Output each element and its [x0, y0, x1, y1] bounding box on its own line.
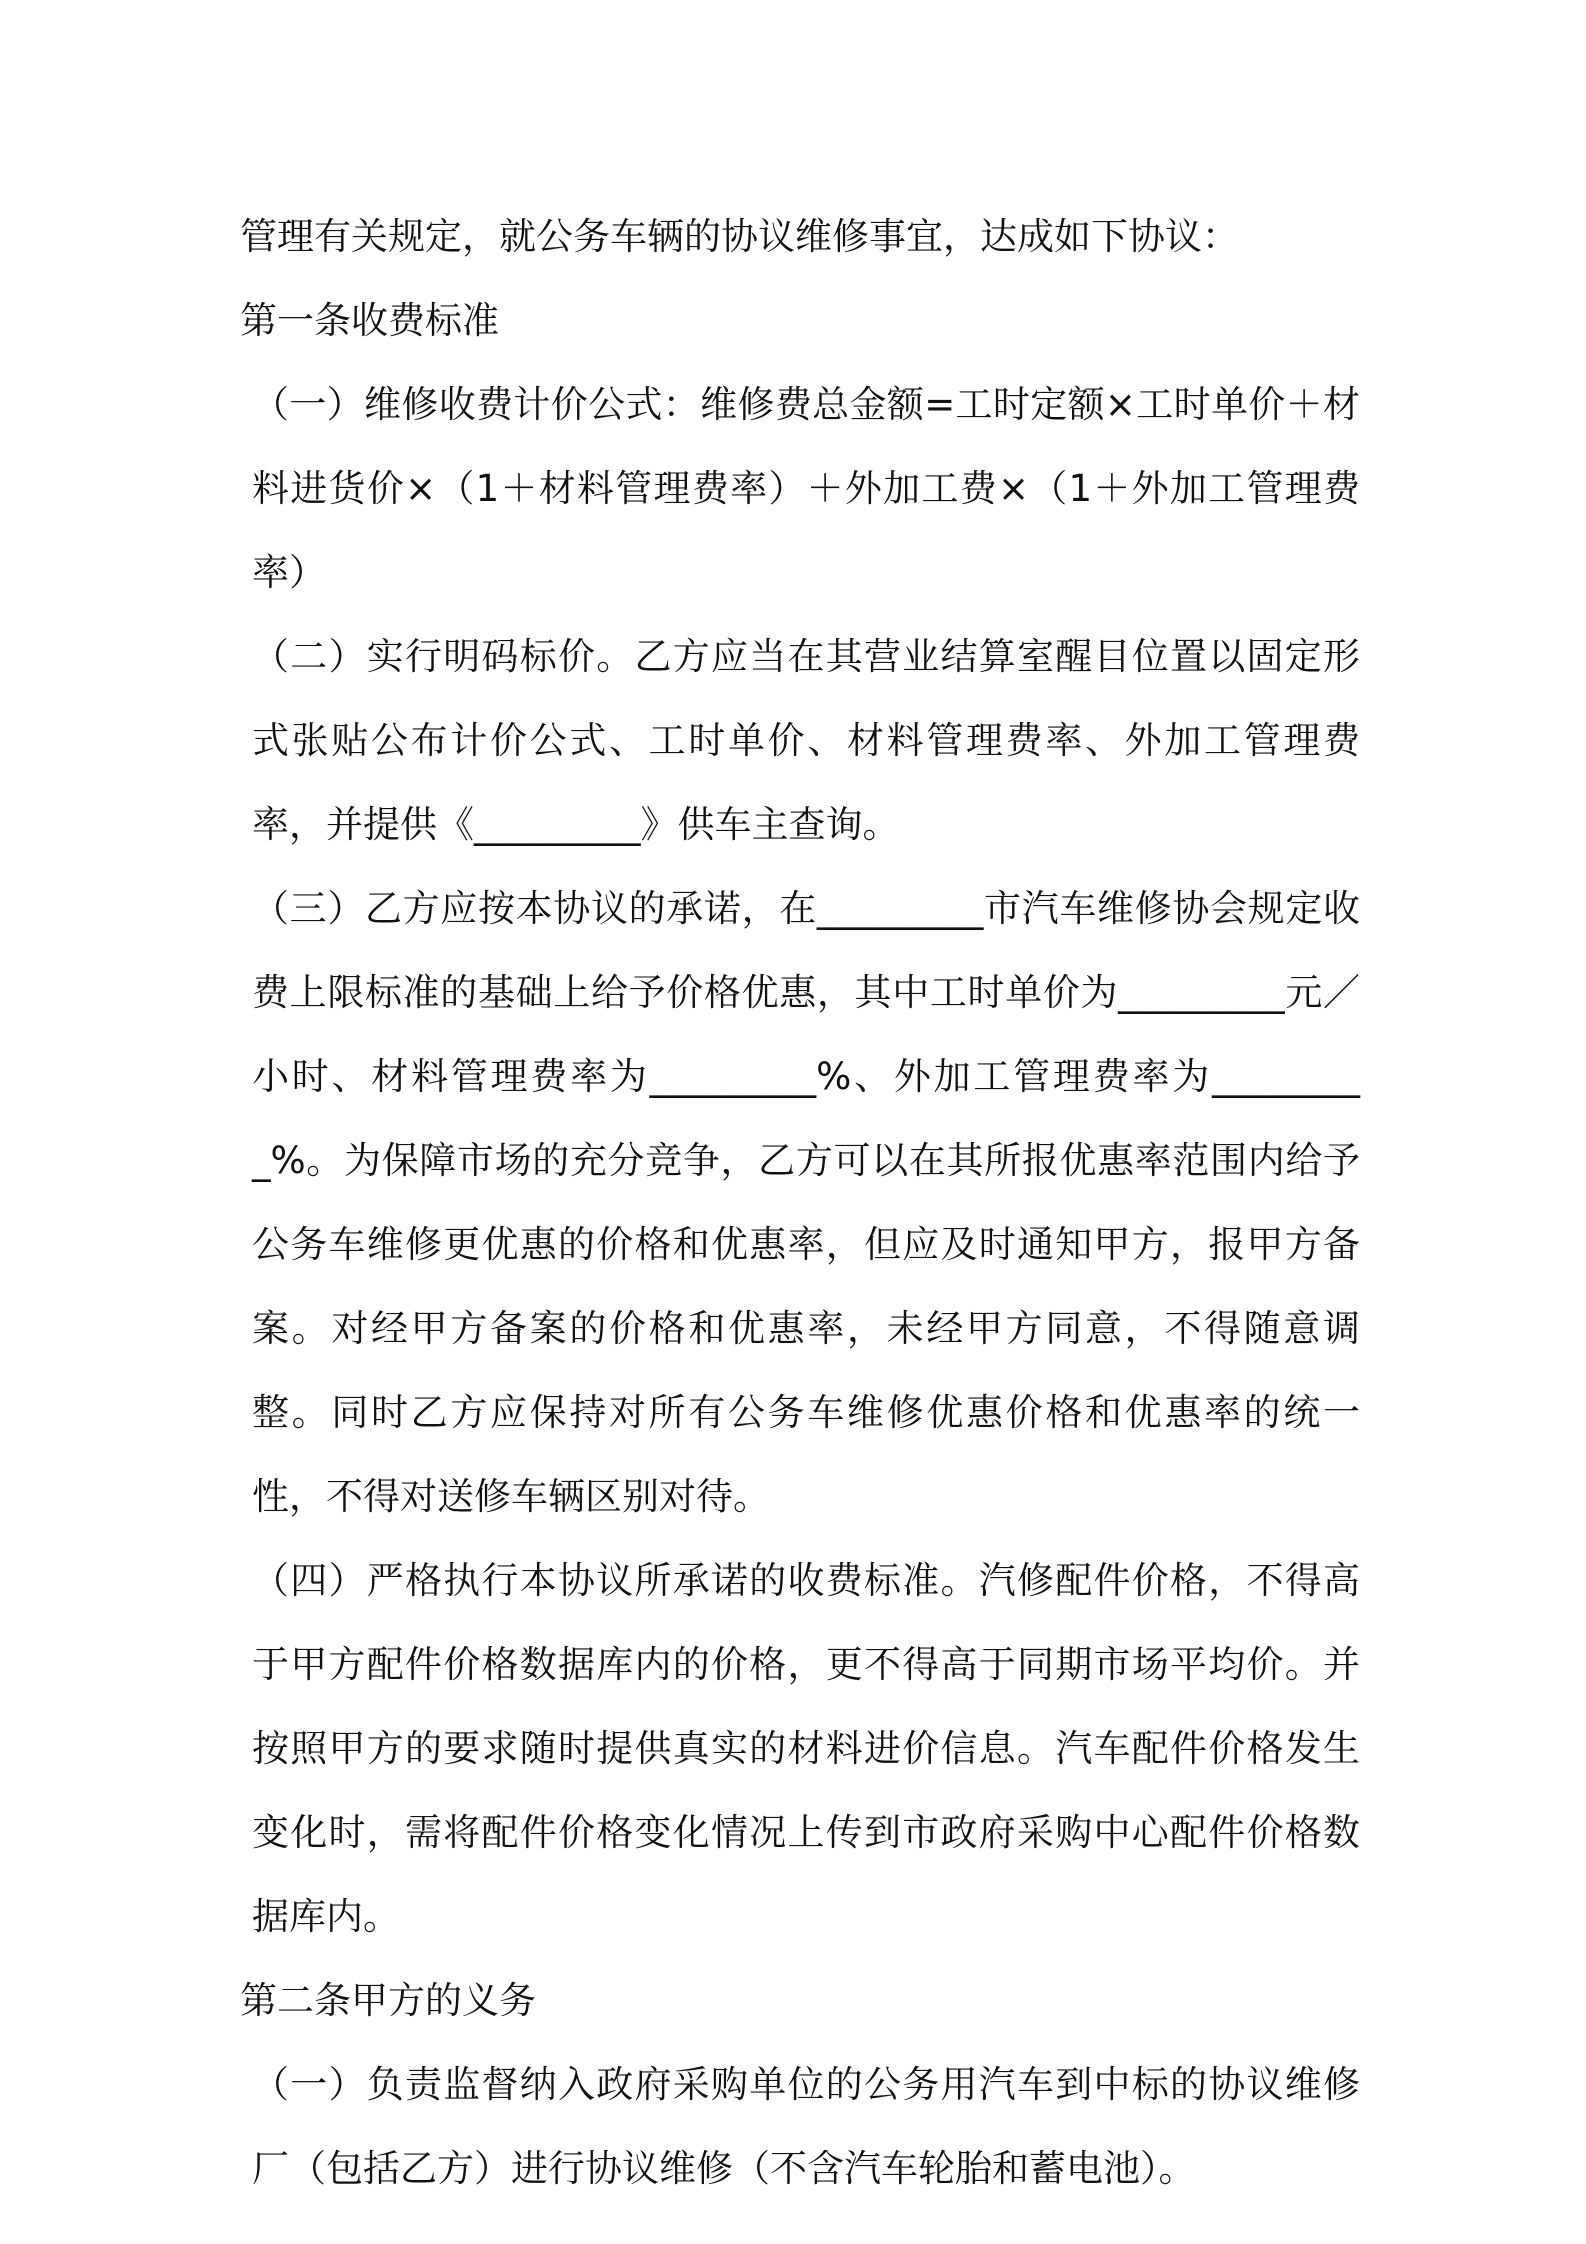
- paragraph-1-2: （二）实行明码标价。乙方应当在其营业结算室醒目位置以固定形式张贴公布计价公式、工时单价、材料管理费率、外加工管理费率，并提供《_________》供车主查询。: [252, 635, 1360, 846]
- heading-article-2: 第二条甲方的义务: [240, 1979, 536, 2022]
- paragraph-1-1: （一）维修收费计价公式：维修费总金额=工时定额×工时单价＋材料进货价×（1＋材料管理费率）＋外加工费×（1＋外加工管理费率）: [252, 383, 1360, 594]
- paragraph-1-4: （四）严格执行本协议所承诺的收费标准。汽修配件价格，不得高于甲方配件价格数据库内的价格，更不得高于同期市场平均价。并按照甲方的要求随时提供真实的材料进价信息。汽车配件价格发生变化时，需将配件价格变化情况上传到市政府采购中心配件价格数据库内。: [252, 1559, 1360, 1938]
- paragraph-1-3: （三）乙方应按本协议的承诺，在_________市汽车维修协会规定收费上限标准的基础上给予价格优惠，其中工时单价为_________元／小时、材料管理费率为_________%、外加工管理费率为_________%。为保障市场的充分竞争，乙方可以在其所报优惠率范围内给予公务车维修更优惠的价格和优惠率，但应及时通知甲方，报甲方备案。对经甲方备案的价格和优惠率，未经甲方同意，不得随意调整。同时乙方应保持对所有公务车维修优惠价格和优惠率的统一性，不得对送修车辆区别对待。: [252, 887, 1360, 1518]
- document-body: [240, 195, 1360, 2211]
- paragraph-intro: 管理有关规定，就公务车辆的协议维修事宜，达成如下协议：: [240, 215, 1239, 258]
- heading-article-1: 第一条收费标准: [240, 299, 499, 342]
- paragraph-2-1: （一）负责监督纳入政府采购单位的公务用汽车到中标的协议维修厂（包括乙方）进行协议维修（不含汽车轮胎和蓄电池）。: [252, 2063, 1360, 2190]
